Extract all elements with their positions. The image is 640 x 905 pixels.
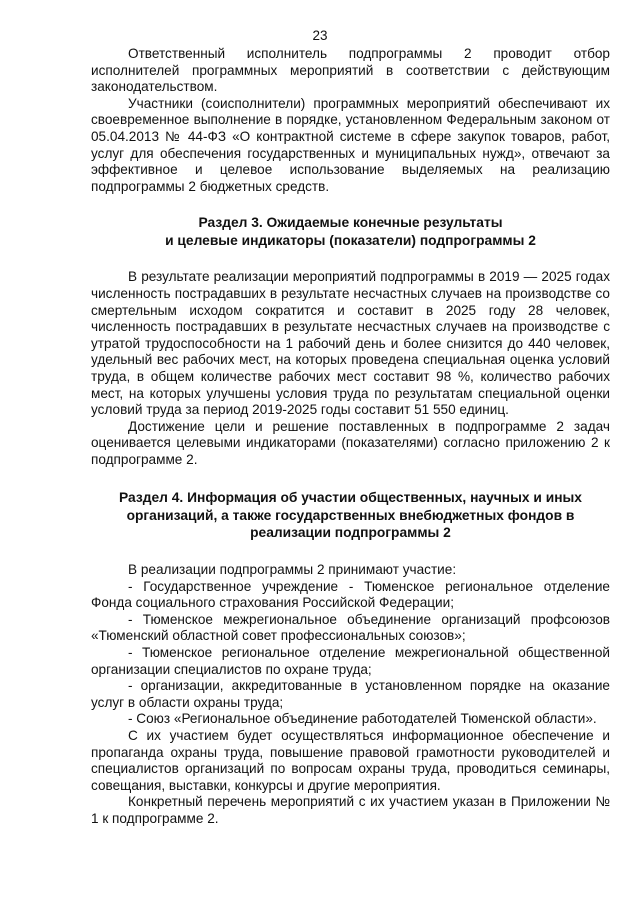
section-3-heading	[91, 214, 610, 249]
section-4-heading-line-3: реализации подпрограммы 2	[250, 525, 451, 541]
section-4-paragraph-activities: С их участием будет осуществляться информационное обеспечение и пропаганда охраны труда, повышение правовой грамотности руководителей и специалистов организаций по вопросам охраны труда, проводиться семинары, совещания, выставки, конкурсы и другие мероприятия.	[91, 727, 610, 793]
section-3-heading-line-2: и целевые индикаторы (показатели) подпрограммы 2	[165, 232, 536, 248]
participant-list-item: - Государственное учреждение - Тюменское региональное отделение Фонда социального страхования Российской Федерации;	[91, 578, 610, 611]
document-body	[91, 46, 610, 827]
participant-list-item: - Тюменское региональное отделение межрегиональной общественной организации специалистов по охране труда;	[91, 644, 610, 677]
intro-paragraph-1: Ответственный исполнитель подпрограммы 2 проводит отбор исполнителей программных мероприятий в соответствии с действующим законодательством.	[91, 46, 610, 95]
participant-list-item: - Союз «Региональное объединение работодателей Тюменской области».	[128, 711, 597, 727]
intro-paragraph-2: Участники (соисполнители) программных мероприятий обеспечивают их своевременное выполнение в порядке, установленном Федеральным законом от 05.04.2013 № 44-ФЗ «О контрактной системе в сфере закупок товаров, работ, услуг для обеспечения государственных и муниципальных нужд», отвечают за эффективное и целевое использование выделяемых на реализацию подпрограммы 2 бюджетных средств.	[91, 95, 610, 194]
section-3-paragraph-2: Достижение цели и решение поставленных в подпрограмме 2 задач оценивается целевыми индикаторами (показателями) согласно приложению 2 к подпрограмме 2.	[91, 418, 610, 467]
page-number: 23	[312, 28, 328, 43]
participant-list-item: - Тюменское межрегиональное объединение организаций профсоюзов «Тюменский областной совет профессиональных союзов»;	[91, 611, 610, 644]
section-4-heading-line-1: Раздел 4. Информация об участии общественных, научных и иных	[119, 490, 582, 506]
section-4-intro: В реализации подпрограммы 2 принимают участие:	[128, 561, 457, 577]
section-3-paragraph-1: В результате реализации мероприятий подпрограммы в 2019 — 2025 годах численность пострадавших в результате несчастных случаев на производстве со смертельным исходом сократится и составит в 2025 году 28 человек, численность пострадавших в результате несчастных случаев на производстве с утратой трудоспособности на 1 рабочий день и более снизится до 440 человек, удельный вес рабочих мест, на которых проведена специальная оценка условий труда, в общем количестве рабочих мест составит 98 %, количество рабочих мест, на которых улучшены условия труда по результатам специальной оценки условий труда за период 2019-2025 годы составит 51 550 единиц.	[91, 269, 610, 418]
section-4-heading-line-2: организаций, а также государственных внебюджетных фондов в	[126, 507, 575, 523]
section-4-heading	[91, 489, 610, 542]
participant-list-item: - организации, аккредитованные в установленном порядке на оказание услуг в области охраны труда;	[91, 678, 610, 710]
section-4-paragraph-appendix-reference: Конкретный перечень мероприятий с их участием указан в Приложении № 1 к подпрограмме 2.	[91, 794, 610, 826]
section-3-heading-line-1: Раздел 3. Ожидаемые конечные результаты	[198, 215, 503, 231]
